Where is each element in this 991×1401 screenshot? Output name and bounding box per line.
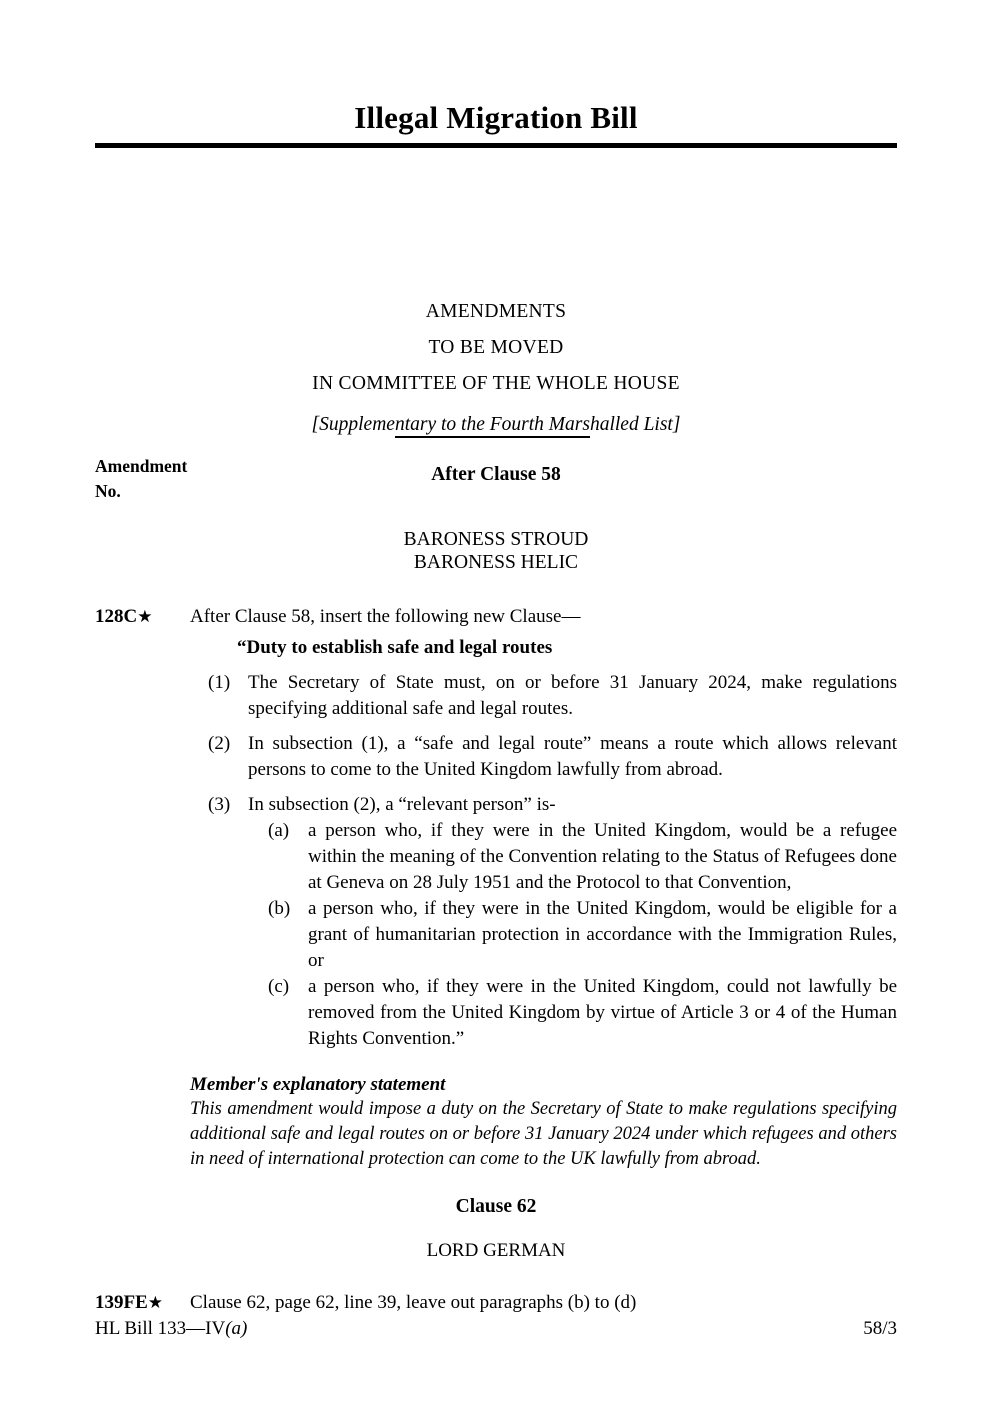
sub-item-text: a person who, if they were in the United Kingdom, would be a refugee within the meaning of the Convention relating to the Status of Refugees done at Geneva on 28 July 1951 and the Protocol to that Convention, — [308, 820, 897, 893]
amendment-128c — [95, 604, 897, 1052]
subsection-3 — [190, 792, 897, 1052]
subsection-number: (1) — [208, 672, 231, 693]
subsection-number: (3) — [208, 794, 231, 815]
amendment-no-label-line2: No. — [95, 481, 121, 501]
sheet-number: 58/3 — [863, 1318, 897, 1339]
star-icon: ★ — [147, 1293, 164, 1312]
subsection-body — [248, 792, 897, 1052]
amendment-instruction: After Clause 58, insert the following new Clause— — [190, 606, 581, 627]
sub-item-number: (c) — [268, 976, 290, 997]
sponsor-name: BARONESS HELIC — [413, 552, 579, 573]
amendment-no-label-line1: Amendment — [95, 456, 188, 476]
marshalled-post: halled List] — [589, 414, 681, 435]
explanatory-statement — [190, 1072, 897, 1172]
marshalled-list-note — [95, 412, 897, 438]
amendment-no-label — [95, 454, 187, 504]
title-double-rule — [95, 143, 897, 148]
star-icon: ★ — [137, 607, 153, 626]
subsection-1 — [190, 670, 897, 722]
sub-item-c — [248, 974, 897, 1052]
amendment-number — [95, 1290, 190, 1316]
amendment-instruction: Clause 62, page 62, line 39, leave out paragraphs (b) to (d) — [190, 1292, 637, 1313]
amendment-number — [95, 604, 190, 1052]
bill-reference — [95, 1316, 247, 1342]
amendment-139fe — [95, 1290, 897, 1316]
sponsor-name: LORD GERMAN — [426, 1240, 566, 1261]
subsection-2 — [190, 731, 897, 783]
section-heading-after-clause-58: After Clause 58 — [431, 464, 561, 485]
amendment-body — [190, 604, 897, 1052]
heading-to-be-moved: TO BE MOVED — [428, 337, 564, 358]
section-heading-clause-62: Clause 62 — [455, 1196, 537, 1217]
sub-item-a — [248, 818, 897, 896]
new-clause-title: “Duty to establish safe and legal routes — [237, 637, 553, 658]
marshalled-underlined: ntary to the Fourth Mars — [395, 414, 590, 438]
sub-item-number: (a) — [268, 820, 290, 841]
heading-amendments: AMENDMENTS — [425, 301, 567, 322]
sponsor-name: BARONESS STROUD — [403, 529, 589, 550]
sub-item-text: a person who, if they were in the United Kingdom, would be eligible for a grant of humanitarian protection in accordance with the Immigration Rules, or — [308, 898, 897, 971]
explanatory-statement-heading: Member's explanatory statement — [190, 1074, 446, 1095]
subsection-text: The Secretary of State must, on or before 31 January 2024, make regulations specifying additional safe and legal routes. — [248, 672, 897, 719]
amendment-body — [190, 1290, 897, 1316]
bill-reference-suffix: (a) — [225, 1318, 248, 1339]
subsection-text: In subsection (1), a “safe and legal route” means a route which allows relevant persons to come to the United Kingdom lawfully from abroad. — [248, 733, 897, 780]
marshalled-pre: [Suppleme — [311, 414, 395, 435]
subsection-number: (2) — [208, 733, 231, 754]
sub-item-number: (b) — [268, 898, 291, 919]
sponsors-list-2 — [95, 1238, 897, 1264]
subsection-text: In subsection (2), a “relevant person” is- — [248, 794, 556, 815]
document-headings — [95, 300, 897, 438]
amendment-number-text: 128C — [95, 606, 138, 627]
page-footer — [95, 1316, 897, 1342]
sponsors-list — [95, 528, 897, 574]
amendment-number-text: 139FE — [95, 1292, 148, 1313]
amendment-no-row — [95, 458, 897, 510]
sub-item-b — [248, 896, 897, 974]
bill-reference-text: HL Bill 133—IV — [95, 1318, 226, 1339]
bill-title: Illegal Migration Bill — [354, 100, 638, 135]
sub-item-text: a person who, if they were in the United Kingdom, could not lawfully be removed from the United Kingdom by virtue of Article 3 or 4 of the Human Rights Convention.” — [308, 976, 897, 1049]
heading-committee: IN COMMITTEE OF THE WHOLE HOUSE — [312, 373, 680, 394]
explanatory-statement-text: This amendment would impose a duty on the Secretary of State to make regulations specifying additional safe and legal routes on or before 31 January 2024 under which refugees and others in need of international protection can come to the UK lawfully from abroad. — [190, 1099, 897, 1169]
